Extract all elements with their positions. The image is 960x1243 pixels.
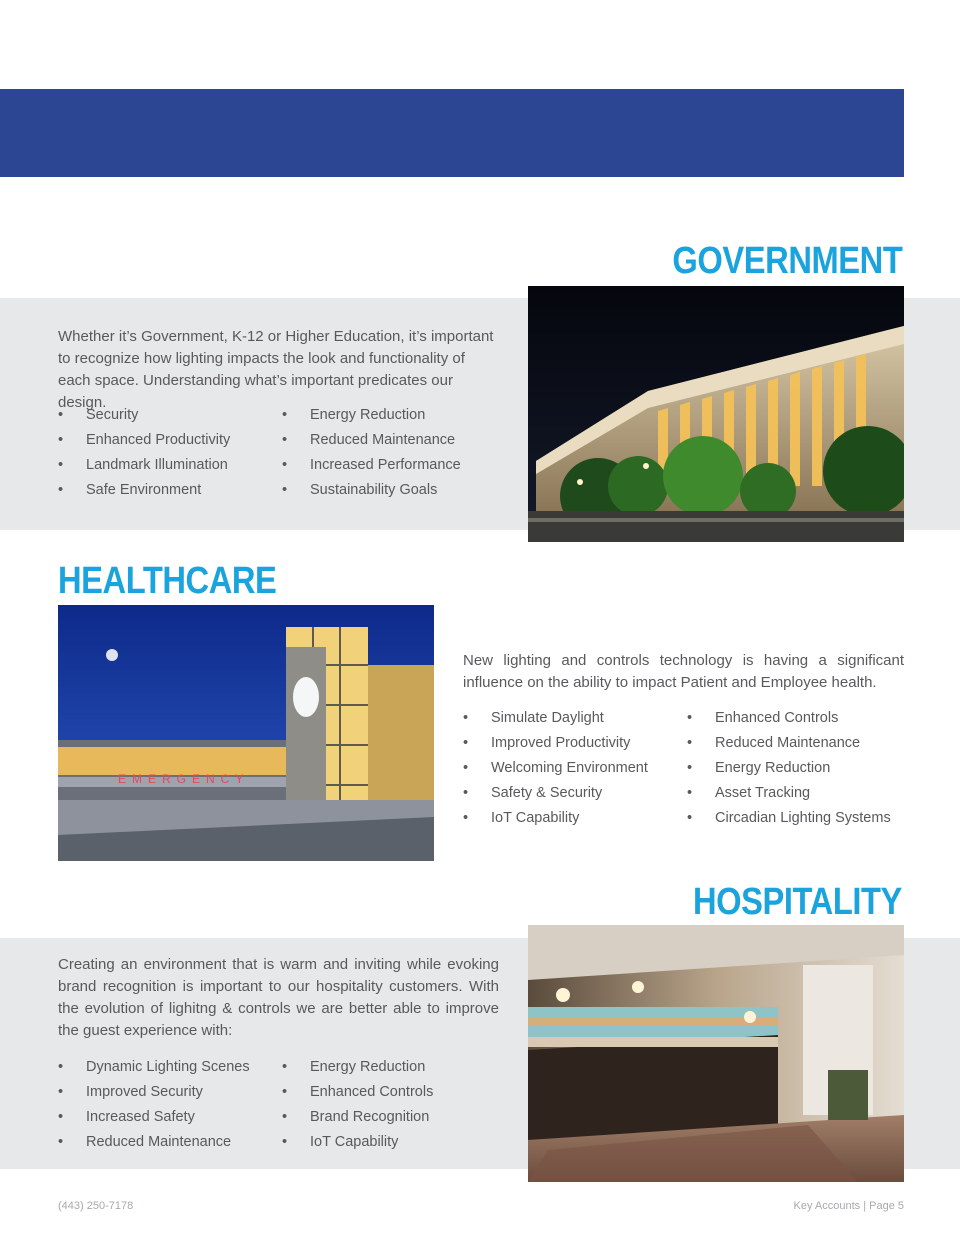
hospital-emergency-photo [58, 605, 434, 861]
footer-page-number: Key Accounts | Page 5 [793, 1200, 904, 1212]
list-item: • Energy Reduction [282, 406, 512, 431]
hotel-lobby-photo [528, 925, 904, 1182]
healthcare-intro: New lighting and controls technology is having a significant influence on the ability to impact Patient and Employee health. [463, 652, 904, 691]
list-item: • Welcoming Environment [463, 759, 687, 784]
list-item: • Safe Environment [58, 481, 282, 506]
list-item: • Security [58, 406, 282, 431]
footer-phone: (443) 250-7178 [58, 1200, 134, 1212]
list-item: • IoT Capability [463, 809, 687, 834]
list-item: • Asset Tracking [687, 784, 907, 809]
hospitality-list-left [58, 1058, 282, 1158]
government-title: GOVERNMENT [672, 240, 902, 282]
healthcare-list-left [463, 709, 687, 834]
list-item: • Reduced Maintenance [282, 431, 512, 456]
header-banner [0, 89, 904, 177]
list-item: • Landmark Illumination [58, 456, 282, 481]
government-list-left [58, 406, 282, 506]
list-item: • Reduced Maintenance [58, 1133, 282, 1158]
list-item: • Enhanced Controls [282, 1083, 512, 1108]
healthcare-title: HEALTHCARE [58, 560, 277, 602]
list-item: • Circadian Lighting Systems [687, 809, 907, 834]
list-item: • Reduced Maintenance [687, 734, 907, 759]
list-item: • Enhanced Productivity [58, 431, 282, 456]
government-list-right [282, 406, 512, 506]
list-item: • Sustainability Goals [282, 481, 512, 506]
list-item: • Dynamic Lighting Scenes [58, 1058, 282, 1083]
hospitality-title: HOSPITALITY [693, 881, 902, 923]
list-item: • Improved Productivity [463, 734, 687, 759]
government-building-photo [528, 286, 904, 542]
list-item: • Brand Recognition [282, 1108, 512, 1133]
list-item: • IoT Capability [282, 1133, 512, 1158]
list-item: • Enhanced Controls [687, 709, 907, 734]
list-item: • Increased Safety [58, 1108, 282, 1133]
list-item: • Energy Reduction [282, 1058, 512, 1083]
list-item: • Simulate Daylight [463, 709, 687, 734]
list-item: • Safety & Security [463, 784, 687, 809]
healthcare-list-right [687, 709, 907, 834]
list-item: • Energy Reduction [687, 759, 907, 784]
list-item: • Improved Security [58, 1083, 282, 1108]
hospitality-list-right [282, 1058, 512, 1158]
list-item: • Increased Performance [282, 456, 512, 481]
emergency-sign: EMERGENCY [118, 772, 250, 786]
government-intro: Whether it’s Government, K-12 or Higher Education, it’s important to recognize how lighting impacts the look and functionality of each space. Understanding what’s important predicates our design. [58, 328, 494, 411]
hospitality-intro: Creating an environment that is warm and inviting while evoking brand recognition is important to our hospitality customers. With the evolution of lighitng & controls we are better able to improve the guest experience with: [58, 956, 499, 1039]
